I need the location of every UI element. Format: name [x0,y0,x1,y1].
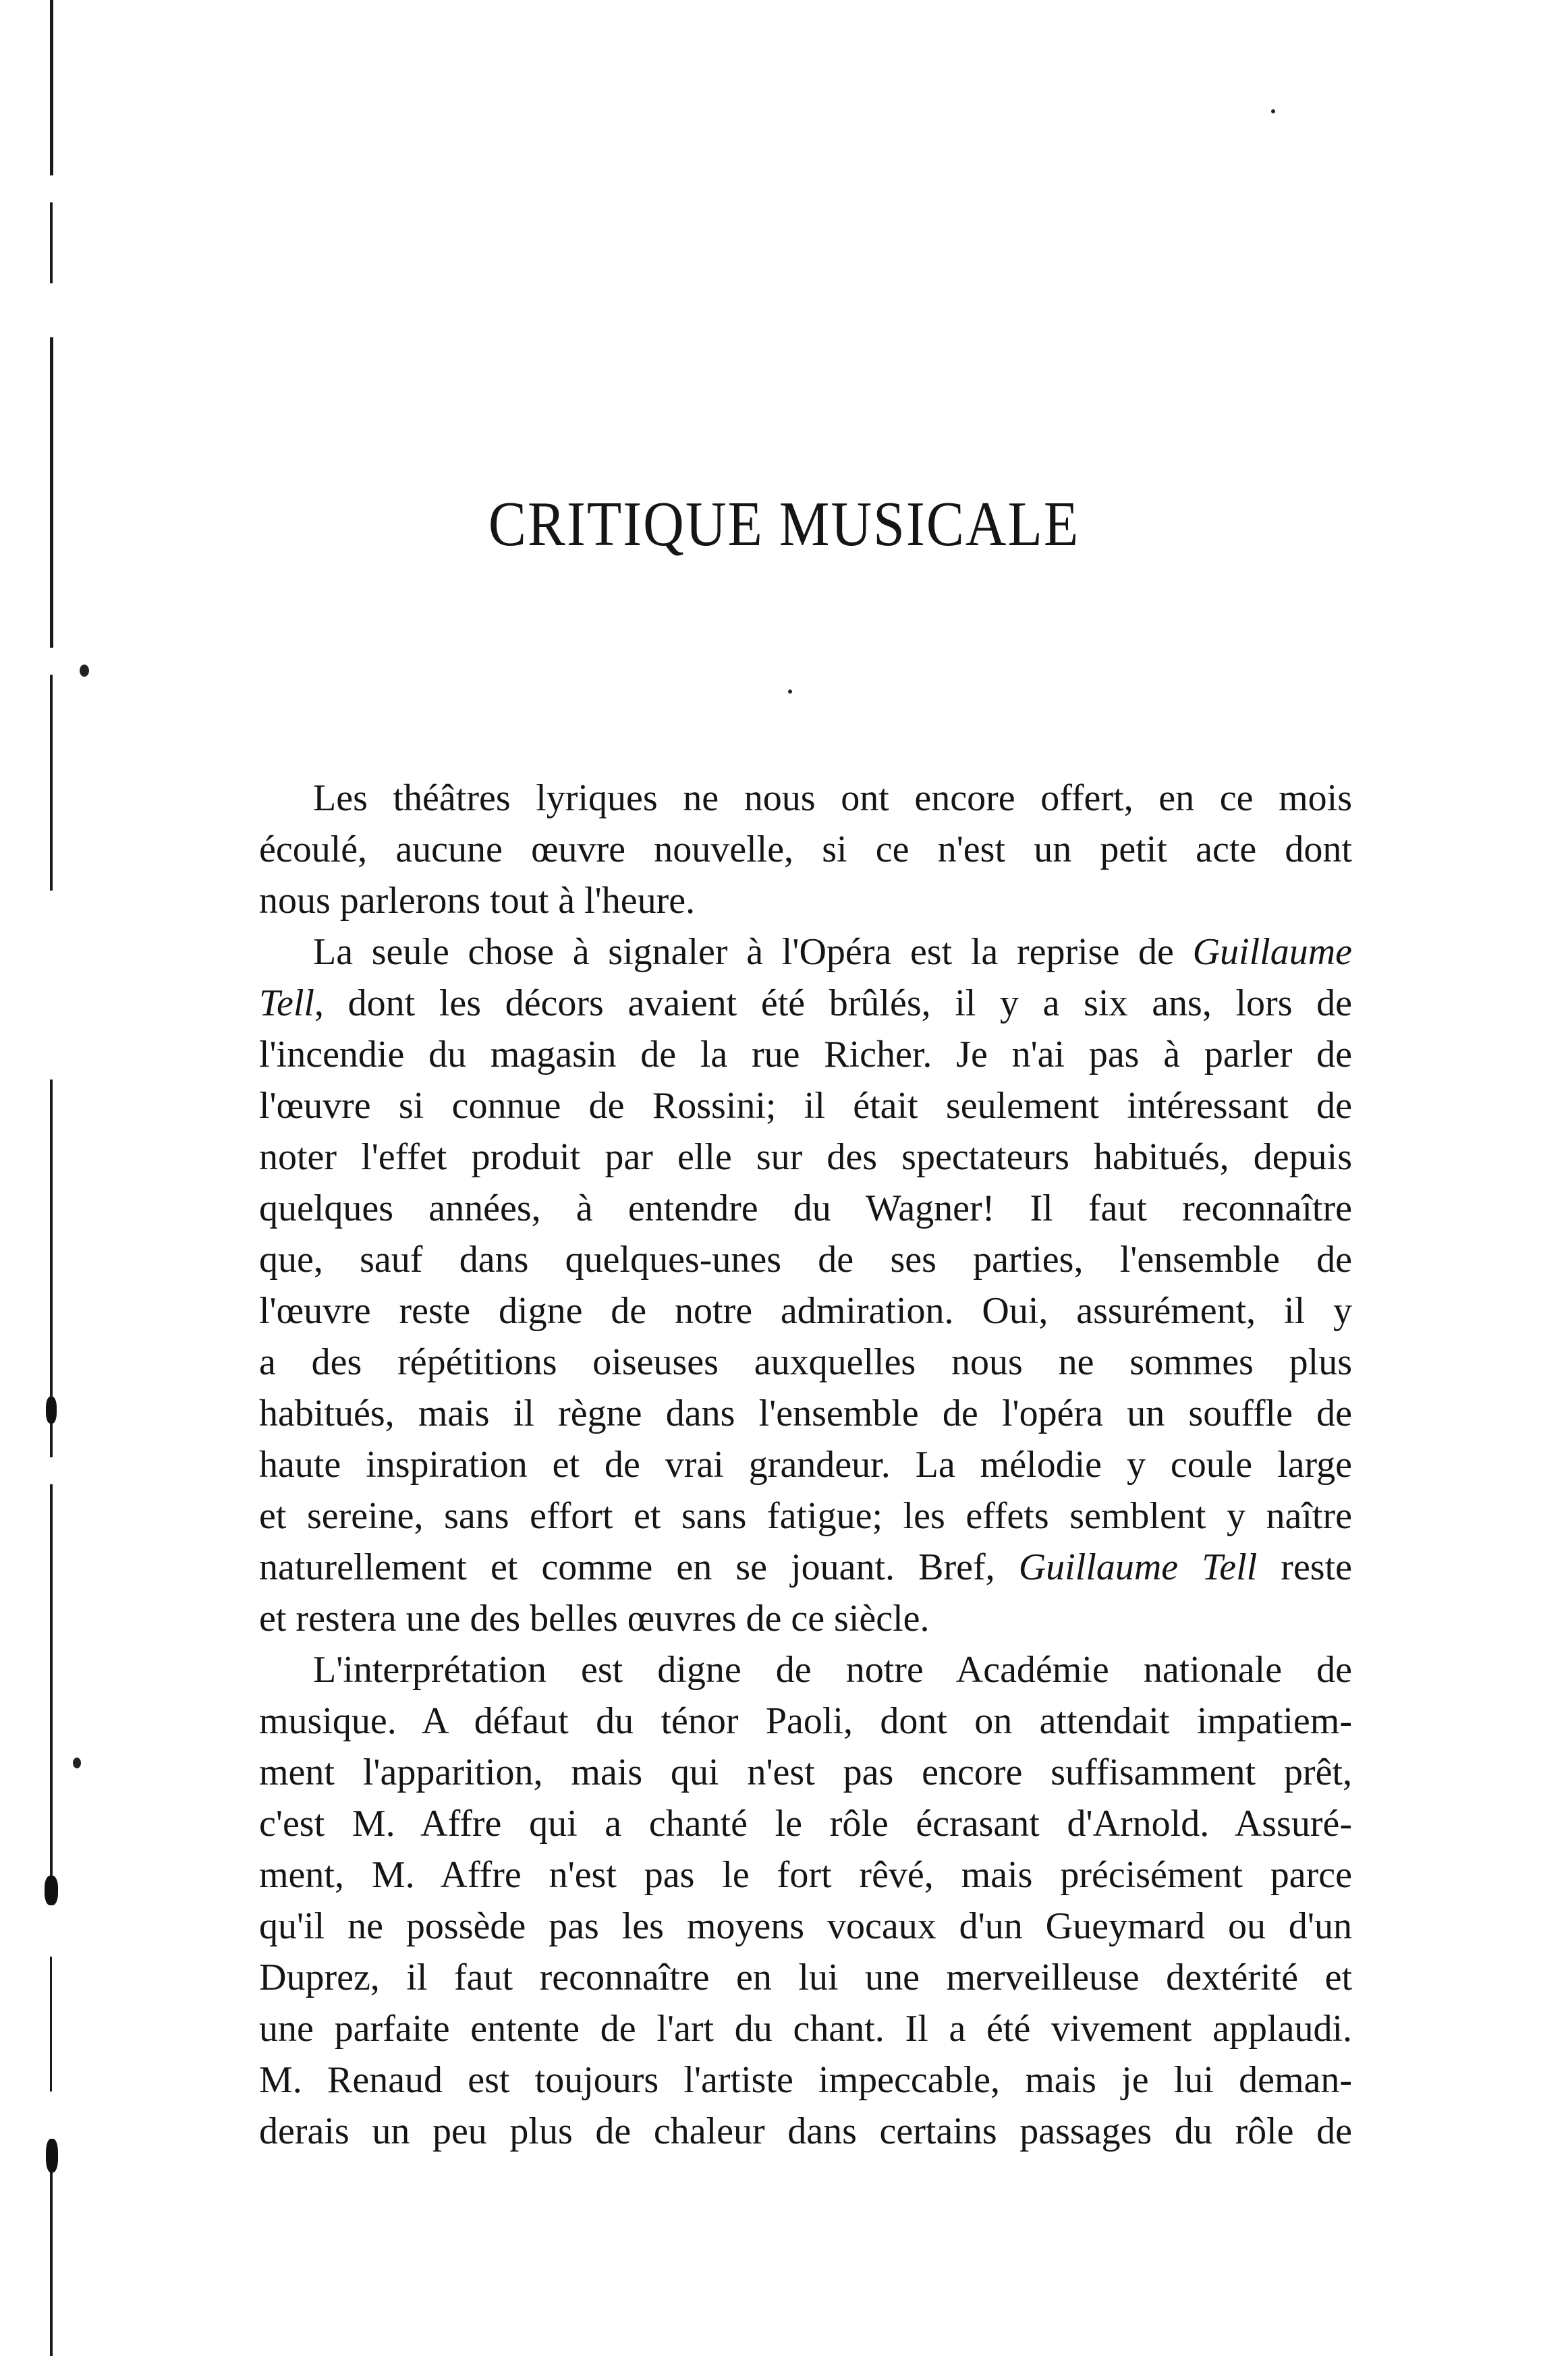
text-line: Les théâtres lyriques ne nous ont encore offert, en ce mois [313,777,1352,819]
paragraph-3 [259,1644,1352,2157]
text-line: haute inspiration et de vrai grandeur. La mélodie y coule large [259,1444,1352,1486]
text-line: ment, M. Affre n'est pas le fort rêvé, mais précisément parce [259,1854,1352,1896]
scan-speck [73,1758,81,1768]
edge-mark [50,2159,53,2356]
edge-blot [46,2139,58,2172]
text-line: quelques années, à entendre du Wagner! Il faut reconnaître [259,1187,1352,1229]
text-line: et sereine, sans effort et sans fatigue; les effets semblent y naître [259,1495,1352,1537]
text-line: ment l'apparition, mais qui n'est pas encore suffisamment prêt, [259,1751,1352,1793]
text-line: l'œuvre si connue de Rossini; il était seulement intéressant de [259,1085,1352,1127]
text-line: qu'il ne possède pas les moyens vocaux d'un Gueymard ou d'un [259,1905,1352,1947]
binding-edge [50,0,55,2356]
text-line: et restera une des belles œuvres de ce siècle. [259,1598,930,1639]
edge-mark [50,1957,52,2092]
edge-mark [50,675,53,891]
edge-blot [46,1397,57,1424]
text-line: l'incendie du magasin de la rue Richer. Je n'ai pas à parler de [259,1034,1352,1075]
paragraph-1 [259,773,1352,926]
text-line: c'est M. Affre qui a chanté le rôle écrasant d'Arnold. Assuré- [259,1803,1352,1845]
text-line: Tell, dont les décors avaient été brûlés, il y a six ans, lors de [259,982,1352,1024]
text-line: M. Renaud est toujours l'artiste impeccable, mais je lui deman- [259,2059,1352,2101]
scan-speck [80,665,89,677]
scan-speck [1271,109,1275,113]
paragraph-2 [259,926,1352,1644]
edge-mark [50,1484,53,1889]
text-line: La seule chose à signaler à l'Opéra est la reprise de Guillaume [313,931,1352,973]
text-line: L'interprétation est digne de notre Académie nationale de [313,1649,1352,1691]
text-line: a des répétitions oiseuses auxquelles nous ne sommes plus [259,1341,1352,1383]
text-line: Duprez, il faut reconnaître en lui une merveilleuse dextérité et [259,1957,1352,1998]
body-text [259,773,1352,2157]
edge-mark [50,0,53,175]
text-line: une parfaite entente de l'art du chant. Il a été vivement applaudi. [259,2008,1352,2050]
page-title: CRITIQUE MUSICALE [488,489,1080,560]
text-line: noter l'effet produit par elle sur des spectateurs habitués, depuis [259,1136,1352,1178]
text-line: derais un peu plus de chaleur dans certains passages du rôle de [259,2110,1352,2152]
text-line: musique. A défaut du ténor Paoli, dont on attendait impatiem- [259,1700,1352,1742]
edge-blot [45,1876,58,1905]
scan-speck [788,690,792,694]
text-line: habitués, mais il règne dans l'ensemble de l'opéra un souffle de [259,1393,1352,1434]
text-line: que, sauf dans quelques-unes de ses parties, l'ensemble de [259,1239,1352,1281]
text-line: nous parlerons tout à l'heure. [259,880,696,922]
text-line: naturellement et comme en se jouant. Bref, Guillaume Tell reste [259,1546,1353,1588]
text-line: écoulé, aucune œuvre nouvelle, si ce n'est un petit acte dont [259,829,1352,870]
text-line: l'œuvre reste digne de notre admiration. Oui, assurément, il y [259,1290,1352,1332]
edge-mark [50,202,53,283]
